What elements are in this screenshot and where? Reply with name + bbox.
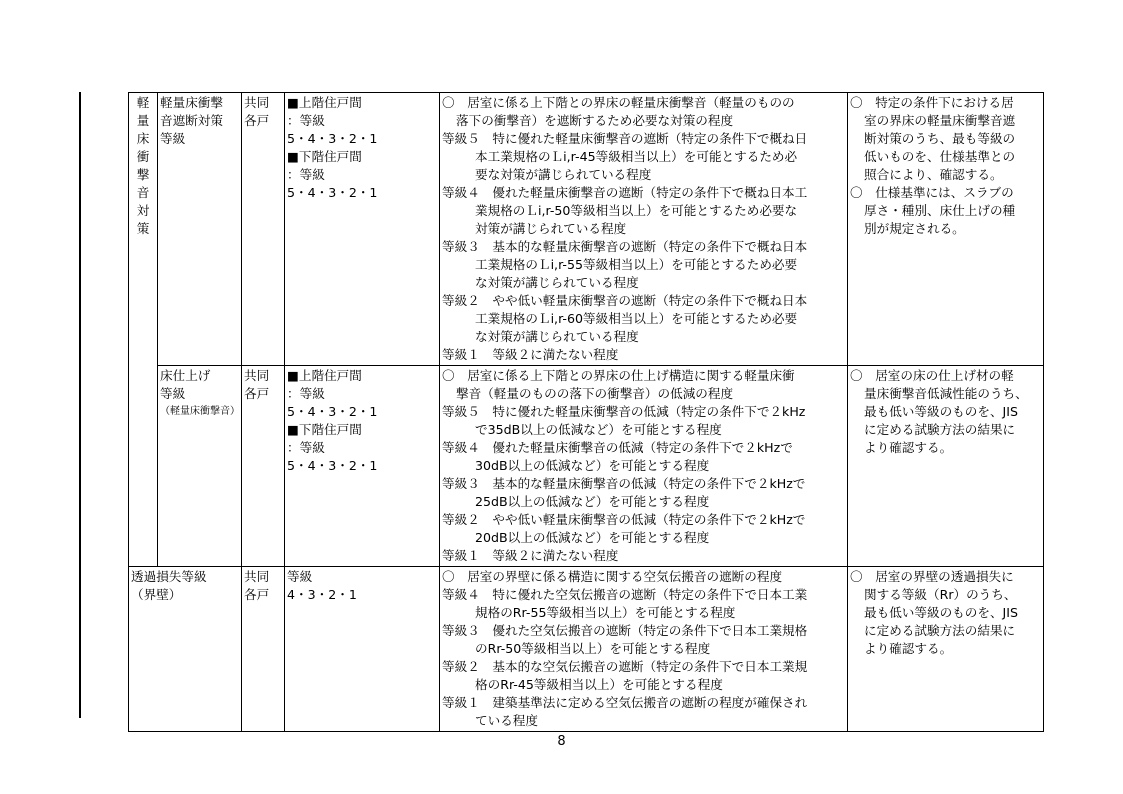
grade-line: ■下階住戸間 [287,422,362,437]
item-name-cell [129,567,242,732]
item-name-line: 床仕上げ [160,368,211,383]
description-line: 規格のRr-55等級相当以上）を可能とする程度 [475,605,736,620]
table-row [129,93,1044,366]
section-label-char: 量 [136,113,150,128]
grade-cell [285,93,440,366]
note-line: 〇 特定の条件下における居 [850,95,1014,110]
note-line: 低いものを、仕様基準との [864,149,1016,164]
note-line: 断対策のうち、最も等級の [864,131,1016,146]
scope-line: 各戸 [244,386,270,401]
item-name-cell [158,366,242,567]
description-line: で35dB以上の低減など）を可能とする程度 [475,422,722,437]
scope-line: 共同 [244,368,270,383]
note-line: 照合により、確認する。 [864,167,1003,182]
item-name-line: 軽量床衝撃 [160,95,223,110]
description-line: 等級５ 特に優れた軽量床衝撃音の遮断（特定の条件下で概ね日 [442,131,808,146]
description-line: 要な対策が講じられている程度 [475,167,652,182]
description-line: のRr-50等級相当以上）を可能とする程度 [475,641,711,656]
left-margin-bar [79,92,81,718]
note-line: より確認する。 [864,440,953,455]
item-name-line: （界壁） [131,587,182,602]
description-line: 落下の衝撃音）を遮断するため必要な対策の程度 [456,113,734,128]
item-name-line: 等級 [160,386,186,401]
grade-line: ：等級 [287,113,325,128]
description-cell [440,567,848,732]
note-line: 量床衝撃音低減性能のうち、 [864,386,1028,401]
performance-table [128,92,1044,732]
description-cell [440,93,848,366]
description-line: 等級３ 基本的な軽量床衝撃音の低減（特定の条件下で２kHzで [442,476,806,491]
notes-cell [848,93,1044,366]
page-number: 8 [557,734,566,749]
note-line: に定める試験方法の結果に [864,623,1016,638]
grade-line: 5・4・3・2・1 [287,404,378,419]
note-line: に定める試験方法の結果に [864,422,1016,437]
grade-cell [285,366,440,567]
section-label-char: 衝 [136,149,150,164]
section-label-char: 策 [136,221,150,236]
note-line: より確認する。 [864,641,953,656]
description-line: 等級１ 等級２に満たない程度 [442,548,619,563]
table-row [129,567,1044,732]
grade-line: 等級 [287,569,313,584]
description-line: 撃音（軽量のものの落下の衝撃音）の低減の程度 [456,386,734,401]
description-line: 等級２ 基本的な空気伝搬音の遮断（特定の条件下で日本工業規 [442,659,808,674]
description-line: 〇 居室に係る上下階との界床の仕上げ構造に関する軽量床衝 [442,368,795,383]
description-line: 等級４ 優れた軽量床衝撃音の遮断（特定の条件下で概ね日本工 [442,185,808,200]
grade-line: ：等級 [287,386,325,401]
description-line: な対策が講じられている程度 [475,275,639,290]
scope-line: 共同 [244,95,270,110]
scope-line: 各戸 [244,113,270,128]
description-line: ている程度 [475,713,538,728]
notes-cell [848,567,1044,732]
description-line: 30dB以上の低減など）を可能とする程度 [475,458,710,473]
grade-line: 5・4・3・2・1 [287,458,378,473]
section-label-char: 音 [136,185,150,200]
grade-line: ：等級 [287,440,325,455]
item-name-cell [158,93,242,366]
description-line: 等級５ 特に優れた軽量床衝撃音の低減（特定の条件下で２kHz [442,404,806,419]
grade-line: ：等級 [287,167,325,182]
scope-cell [242,366,285,567]
item-name-subtitle: （軽量床衝撃音） [160,406,240,417]
description-line: 等級３ 優れた空気伝搬音の遮断（特定の条件下で日本工業規格 [442,623,808,638]
scope-cell [242,93,285,366]
note-line: 〇 居室の床の仕上げ材の軽 [850,368,1014,383]
description-line: 工業規格のＬi,r-55等級相当以上）を可能とするため必要 [475,257,798,272]
note-line: 〇 居室の界壁の透過損失に [850,569,1014,584]
grade-line: ■下階住戸間 [287,149,362,164]
note-line: 最も低い等級のものを、JIS [864,404,1018,419]
scope-line: 共同 [244,569,270,584]
section-label-char: 床 [136,131,150,146]
section-label-char: 軽 [136,95,150,110]
grade-line: ■上階住戸間 [287,368,362,383]
description-line: な対策が講じられている程度 [475,329,639,344]
note-line: 室の界床の軽量床衝撃音遮 [864,113,1016,128]
item-name-line: 等級 [160,131,186,146]
description-line: 本工業規格のＬi,r-45等級相当以上）を可能とするため必 [475,149,798,164]
description-line: 工業規格のＬi,r-60等級相当以上）を可能とするため必要 [475,311,798,326]
note-line: 〇 仕様基準には、スラブの [850,185,1014,200]
section-label-cell [129,93,158,567]
description-line: 〇 居室に係る上下階との界床の軽量床衝撃音（軽量のものの [442,95,795,110]
grade-cell [285,567,440,732]
description-line: 対策が講じられている程度 [475,221,627,236]
note-line: 関する等級（Rr）のうち、 [864,587,1017,602]
grade-line: ■上階住戸間 [287,95,362,110]
table-row [129,366,1044,567]
description-line: 業規格のＬi,r-50等級相当以上）を可能とするため必要な [475,203,798,218]
note-line: 最も低い等級のものを、JIS [864,605,1018,620]
description-cell [440,366,848,567]
description-line: 〇 居室の界壁に係る構造に関する空気伝搬音の遮断の程度 [442,569,783,584]
description-line: 格のRr-45等級相当以上）を可能とする程度 [475,677,723,692]
description-line: 20dB以上の低減など）を可能とする程度 [475,530,710,545]
section-label-char: 対 [136,203,150,218]
description-line: 等級１ 等級２に満たない程度 [442,347,619,362]
grade-line: 5・4・3・2・1 [287,131,378,146]
note-line: 別が規定される。 [864,221,965,236]
grade-line: 4・3・2・1 [287,587,357,602]
description-line: 等級４ 特に優れた空気伝搬音の遮断（特定の条件下で日本工業 [442,587,808,602]
note-line: 厚さ・種別、床仕上げの種 [864,203,1016,218]
item-name-line: 透過損失等級 [131,569,207,584]
description-line: 等級２ やや低い軽量床衝撃音の低減（特定の条件下で２kHzで [442,512,806,527]
description-line: 等級４ 優れた軽量床衝撃音の低減（特定の条件下で２kHzで [442,440,793,455]
description-line: 等級２ やや低い軽量床衝撃音の遮断（特定の条件下で概ね日本 [442,293,808,308]
description-line: 25dB以上の低減など）を可能とする程度 [475,494,710,509]
item-name-line: 音遮断対策 [160,113,223,128]
notes-cell [848,366,1044,567]
scope-line: 各戸 [244,587,270,602]
description-line: 等級３ 基本的な軽量床衝撃音の遮断（特定の条件下で概ね日本 [442,239,808,254]
description-line: 等級１ 建築基準法に定める空気伝搬音の遮断の程度が確保され [442,695,808,710]
scope-cell [242,567,285,732]
grade-line: 5・4・3・2・1 [287,185,378,200]
section-label-char: 撃 [136,167,150,182]
